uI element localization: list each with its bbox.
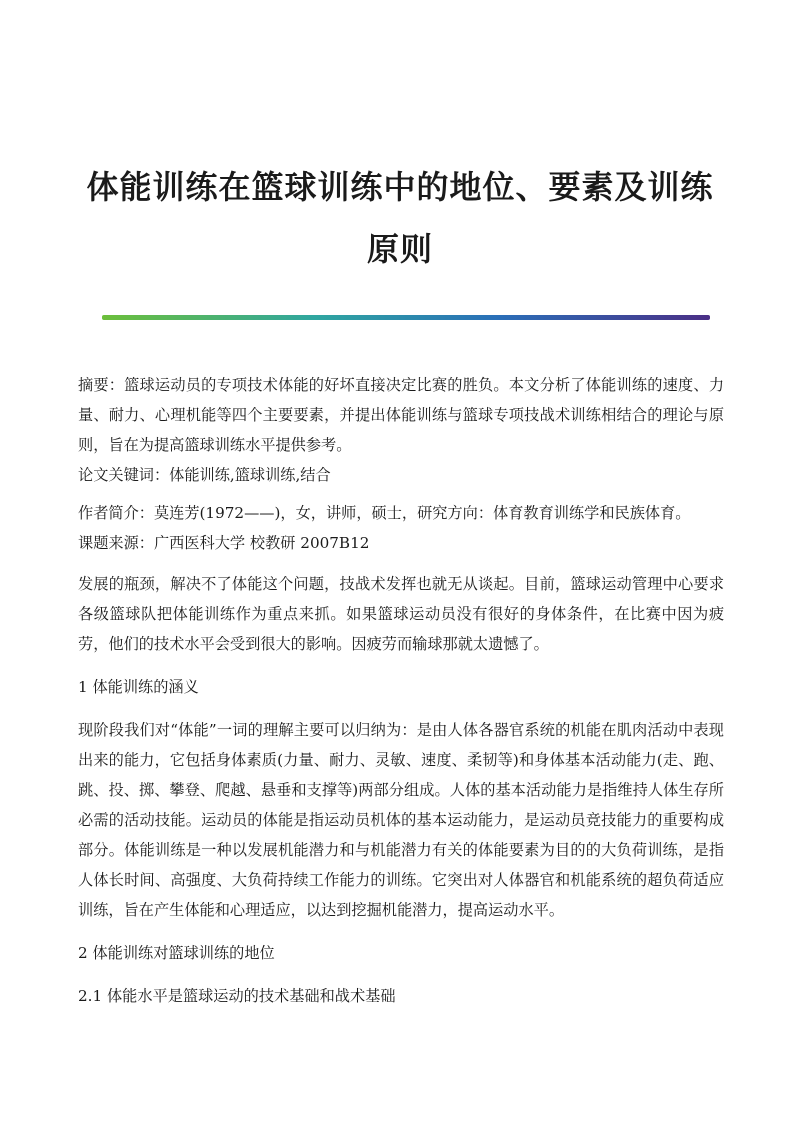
section-1-heading: 1 体能训练的涵义	[78, 678, 199, 696]
keywords-line: 论文关键词：体能训练,篮球训练,结合	[78, 466, 331, 484]
title-line-2: 原则	[366, 230, 433, 268]
document-title	[60, 156, 740, 280]
title-divider	[102, 315, 710, 320]
intro-paragraph: 发展的瓶颈，解决不了体能这个问题，技战术发挥也就无从谈起。目前，篮球运动管理中心要求各级篮球队把体能训练作为重点来抓。如果篮球运动员没有很好的身体条件，在比赛中因为疲劳，他们的技术水平会受到很大的影响。因疲劳而输球那就太遗憾了。	[78, 575, 724, 653]
definition-paragraph: 现阶段我们对“体能”一词的理解主要可以归纳为：是由人体各器官系统的机能在肌肉活动中表现出来的能力，它包括身体素质(力量、耐力、灵敏、速度、柔韧等)和身体基本活动能力(走、跑、跳、投、掷、攀登、爬越、悬垂和支撑等)两部分组成。人体的基本活动能力是指维持人体生存所必需的活动技能。运动员的体能是指运动员机体的基本运动能力，是运动员竞技能力的重要构成部分。体能训练是一种以发展机能潜力和与机能潜力有关的体能要素为目的的大负荷训练，是指人体长时间、高强度、大负荷持续工作能力的训练。它突出对人体器官和机能系统的超负荷适应训练，旨在产生体能和心理适应，以达到挖掘机能潜力，提高运动水平。	[78, 721, 724, 919]
abstract-paragraph: 摘要：篮球运动员的专项技术体能的好坏直接决定比赛的胜负。本文分析了体能训练的速度、力量、耐力、心理机能等四个主要要素，并提出体能训练与篮球专项技战术训练相结合的理论与原则，旨在为提高篮球训练水平提供参考。	[78, 376, 724, 454]
source-line: 课题来源：广西医科大学 校教研 2007B12	[78, 534, 370, 552]
title-line-1: 体能训练在篮球训练中的地位、要素及训练	[86, 168, 714, 206]
section-2-1-heading: 2.1 体能水平是篮球运动的技术基础和战术基础	[78, 987, 396, 1005]
section-2-heading: 2 体能训练对篮球训练的地位	[78, 944, 275, 962]
author-line: 作者简介：莫连芳(1972——)，女，讲师，硕士，研究方向：体育教育训练学和民族体育。	[78, 504, 691, 522]
document-body	[78, 370, 724, 1011]
